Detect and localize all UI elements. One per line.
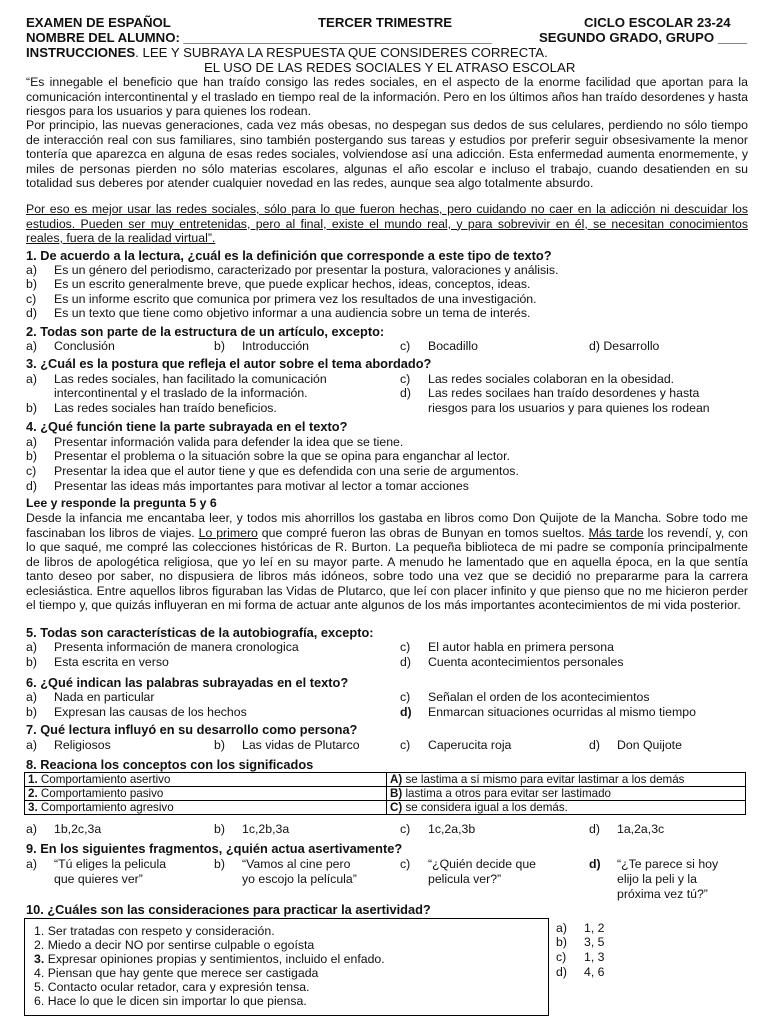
reading-2-part-3: los revendí, y, con lo que saqué, me compré las colecciones históricas de R. Burton. La pequeña biblioteca de mi padre se componía principalmente de libros de apologética religiosa, que yo leí en su mayor parte. A menudo he lamentado que en aquella época, en la que sentía tanto deseo por saber, no dispusiera de libros más idóneos, sobre todo una vez que se decidió no prepararme para la carrera eclesiástica. Entre aquellos libros figuraban las Vidas de Plutarco, que leí con placer infinito y que pienso que no me hicieron perder el tiempo y, que quizás influyeran en mi forma de actuar ante algunos de los más importantes acontecimientos de mi vida posterior.	[26, 525, 748, 612]
q6-option-b-text[interactable]: Expresan las causas de los hechos	[54, 705, 247, 719]
item-text: Miedo a decir NO por sentirse culpable o egoísta	[47, 938, 315, 952]
q4-option-c-letter[interactable]: c)	[26, 464, 37, 478]
item-number: 5.	[34, 980, 45, 994]
table-row	[25, 801, 746, 815]
q10-option-b-text[interactable]: 3, 5	[584, 935, 605, 949]
grade-group: SEGUNDO GRADO, GRUPO ____	[539, 30, 748, 45]
q6-option-b-letter[interactable]: b)	[26, 705, 37, 719]
q2-option-d[interactable]: d) Desarrollo	[589, 339, 660, 353]
q3-option-a-line2[interactable]: intercontinental y el traslado de la información.	[54, 386, 308, 400]
instructions-text: . LEE Y SUBRAYA LA RESPUESTA QUE CONSIDERES CORRECTA.	[135, 45, 548, 60]
q9-option-b-letter[interactable]: b)	[214, 857, 225, 871]
question-2-title: 2. Todas son parte de la estructura de un artículo, excepto:	[26, 324, 385, 339]
question-6-title: 6. ¿Qué indican las palabras subrayadas en el texto?	[26, 675, 349, 690]
q1-option-b[interactable]	[26, 277, 37, 292]
consideration-item	[34, 938, 314, 953]
question-8-title: 8. Reaciona los conceptos con los significados	[26, 757, 314, 772]
reading-2-title: Lee y responde la pregunta 5 y 6	[26, 496, 217, 510]
q1-option-d-text[interactable]: Es un texto que tiene como objetivo informar a una audiencia sobre un tema de interés.	[54, 306, 531, 320]
meaning-letter: A)	[390, 773, 403, 786]
reading-2-paragraph	[26, 511, 748, 613]
question-10-title: 10. ¿Cuáles son las consideraciones para practicar la asertividad?	[26, 902, 431, 917]
meaning-text: se lastima a sí mismo para evitar lastimar a los demás	[402, 773, 685, 786]
matching-table	[24, 772, 746, 815]
q8-option-c-text[interactable]: 1c,2a,3b	[428, 822, 476, 836]
meaning-cell	[387, 773, 746, 787]
q5-option-b-text[interactable]: Esta escrita en verso	[54, 655, 169, 669]
consideration-item	[34, 952, 385, 967]
q6-option-a-text[interactable]: Nada en particular	[54, 690, 155, 704]
q9-option-c-letter[interactable]: c)	[400, 857, 411, 871]
q10-option-d-text[interactable]: 4, 6	[584, 965, 605, 979]
q8-option-d-letter[interactable]: d)	[589, 822, 600, 836]
exam-title: EXAMEN DE ESPAÑOL	[26, 15, 171, 30]
q6-option-c-letter[interactable]: c)	[400, 690, 411, 704]
q7-option-b-letter[interactable]: b)	[214, 738, 225, 752]
q7-option-a-letter[interactable]: a)	[26, 738, 37, 752]
q4-option-d-text[interactable]: Presentar las ideas más importantes para motivar al lector a tomar acciones	[54, 479, 469, 493]
concept-text: Comportamiento pasivo	[37, 787, 164, 800]
concept-cell	[25, 801, 387, 815]
q9-option-a-letter[interactable]: a)	[26, 857, 37, 871]
q7-option-d-letter[interactable]: d)	[589, 738, 600, 752]
table-row	[25, 787, 746, 801]
q3-option-a-line1[interactable]: Las redes sociales, han facilitado la comunicación	[54, 372, 327, 386]
instructions-label: INSTRUCCIONES	[26, 45, 136, 60]
q5-option-c-text[interactable]: El autor habla en primera persona	[428, 640, 614, 654]
q4-option-a-text[interactable]: Presentar información valida para defender la idea que se tiene.	[54, 435, 404, 449]
q6-option-a-letter[interactable]: a)	[26, 690, 37, 704]
option-letter: d)	[26, 306, 37, 320]
reading-paragraph-2: Por principio, las nuevas generaciones, cada vez más obesas, no despegan sus dedos de sus celulares, perdiendo no sólo tiempo de interacción real con sus familiares, sino también postergando sus tareas y estudios por preferir seguir obsesivamente la menor tontería que aparezca en alguna de esas redes sociales, volviendose así una adicción. Esta enfermedad aumenta enormemente, y miles de personas pierden no sólo materias escolares, algunas el año escolar e incluso el trabajo, cuando desatienden en su totalidad sus deberes por atender cualquier novedad en las redes, aunque sea algo totalmente absurdo.	[26, 118, 748, 190]
item-number: 2.	[34, 938, 45, 952]
meaning-text: se considera igual a los demás.	[402, 801, 568, 814]
q6-option-c-text[interactable]: Señalan el orden de los acontecimientos	[428, 690, 650, 704]
item-number: 3.	[34, 952, 45, 966]
q4-option-b-text[interactable]: Presentar el problema o la situación sobre la que se opina para enganchar al lector.	[54, 449, 510, 463]
reading-paragraph-3-underlined: Por eso es mejor usar las redes sociales, sólo para lo que fueron hechas, pero cuidando no caer en la adicción ni descuidar los estudios. Pueden ser muy entretenidas, pero al final, existe el mundo real, y para sobrevivir en él, se necesitan conocimientos reales, fuera de la realidad virtual”.	[26, 202, 748, 245]
q9-option-a-line1[interactable]: “Tú eliges la pelicula	[54, 857, 167, 871]
question-7-title: 7. Qué lectura influyó en su desarrollo como persona?	[26, 722, 358, 737]
q10-option-c-text[interactable]: 1, 3	[584, 950, 605, 964]
concept-number: 1.	[28, 773, 38, 786]
underlined-phrase-mas-tarde: Más tarde	[588, 525, 644, 540]
q4-option-d-letter[interactable]: d)	[26, 479, 37, 493]
q5-option-d-text[interactable]: Cuenta acontecimientos personales	[428, 655, 624, 669]
q5-option-a-text[interactable]: Presenta información de manera cronologica	[54, 640, 299, 654]
q8-option-d-text[interactable]: 1a,2a,3c	[617, 822, 665, 836]
item-number: 6.	[34, 994, 45, 1008]
item-text: Contacto ocular retador, cara y expresión tensa.	[47, 980, 310, 994]
item-text: Hace lo que le dicen sin importar lo que piensa.	[47, 994, 307, 1008]
q6-option-d-text[interactable]: Enmarcan situaciones ocurridas al mismo tiempo	[428, 705, 696, 719]
meaning-letter: C)	[390, 801, 403, 814]
q3-option-a-letter[interactable]: a)	[26, 372, 37, 386]
meaning-cell	[387, 787, 746, 801]
q2-option-a-letter[interactable]: a)	[26, 339, 37, 353]
q8-option-c-letter[interactable]: c)	[400, 822, 411, 836]
question-9-title: 9. En los siguientes fragmentos, ¿quién actua asertivamente?	[26, 841, 403, 856]
q5-option-d-letter[interactable]: d)	[400, 655, 411, 669]
term-label: TERCER TRIMESTRE	[318, 15, 453, 30]
q7-option-a-text[interactable]: Religiosos	[54, 738, 111, 752]
instructions	[26, 45, 548, 61]
q9-option-b-line2[interactable]: yo escojo la película”	[242, 872, 357, 886]
concept-number: 3.	[28, 801, 38, 814]
q7-option-b-text[interactable]: Las vidas de Plutarco	[242, 738, 360, 752]
item-text: Piensan que hay gente que merece ser castigada	[47, 966, 319, 980]
q9-option-d-line2[interactable]: elijo la peli y la	[617, 872, 697, 886]
q3-option-d-letter[interactable]: d)	[400, 386, 411, 400]
question-3-title: 3. ¿Cuál es la postura que refleja el autor sobre el tema abordado?	[26, 356, 432, 371]
q3-option-c-text[interactable]: Las redes sociales colaboran en la obesidad.	[428, 372, 675, 386]
table-row	[25, 773, 746, 787]
option-letter: a)	[26, 263, 37, 277]
item-number: 1.	[34, 924, 45, 938]
item-text: Ser tratadas con respeto y consideración.	[47, 924, 275, 938]
school-cycle: CICLO ESCOLAR 23-24	[584, 15, 731, 30]
q10-option-d-letter[interactable]: d)	[556, 965, 567, 979]
q3-option-b-text[interactable]: Las redes sociales han traído beneficios.	[54, 401, 277, 415]
consideration-item	[34, 924, 275, 939]
q2-option-c-letter[interactable]: c)	[400, 339, 411, 353]
reading-2-part-1: Desde la infancia me encantaba leer, y todos mis ahorrillos los gastaba en libros como Don Quijote de la Mancha. Sobre todo me fascinaban los libros de viajes.	[26, 511, 748, 540]
q9-option-d-line1[interactable]: “¿Te parece si hoy	[617, 857, 719, 871]
q1-option-d[interactable]	[26, 306, 37, 321]
concept-text: Comportamiento agresivo	[37, 801, 174, 814]
consideration-item	[34, 980, 309, 995]
item-number: 4.	[34, 966, 45, 980]
q5-option-b-letter[interactable]: b)	[26, 655, 37, 669]
reading-2-part-2: que compré fueron las obras de Bunyan en tomos sueltos.	[257, 525, 589, 540]
meaning-text: lastima a otros para evitar ser lastimado	[402, 787, 612, 800]
q2-option-b-text[interactable]: Introducción	[242, 339, 309, 353]
meaning-letter: B)	[390, 787, 403, 800]
consideration-item	[34, 994, 307, 1009]
q9-option-d-letter[interactable]: d)	[589, 857, 601, 871]
concept-cell	[25, 787, 387, 801]
q2-option-c-text[interactable]: Bocadillo	[428, 339, 478, 353]
q1-option-b-text[interactable]: Es un escrito generalmente breve, que puede explicar hechos, ideas, conceptos, ideas.	[54, 277, 531, 291]
q7-option-d-text[interactable]: Don Quijote	[617, 738, 682, 752]
q3-option-d-line1[interactable]: Las redes socilaes han traído desordenes y hasta	[428, 386, 700, 400]
q10-option-a-letter[interactable]: a)	[556, 921, 567, 935]
item-text: Expresar opiniones propias y sentimientos, incluido el enfado.	[47, 952, 385, 966]
student-name-field: NOMBRE DEL ALUMNO: __________________________________________	[26, 30, 492, 45]
q1-option-c[interactable]	[26, 292, 36, 307]
q7-option-c-letter[interactable]: c)	[400, 738, 411, 752]
q10-option-c-letter[interactable]: c)	[556, 950, 567, 964]
q9-option-c-line1[interactable]: “¿Quién decide que	[428, 857, 537, 871]
concept-text: Comportamiento asertivo	[37, 773, 171, 786]
q6-option-d-letter[interactable]: d)	[400, 705, 412, 719]
q9-option-b-line1[interactable]: “Vamos al cine pero	[242, 857, 351, 871]
concept-number: 2.	[28, 787, 38, 800]
q1-option-a[interactable]	[26, 263, 37, 278]
q3-option-b-letter[interactable]: b)	[26, 401, 37, 415]
option-letter: c)	[26, 292, 37, 306]
q8-option-b-letter[interactable]: b)	[214, 822, 225, 836]
q3-option-c-letter[interactable]: c)	[400, 372, 411, 386]
reading-title: EL USO DE LAS REDES SOCIALES Y EL ATRASO ESCOLAR	[204, 60, 576, 75]
underlined-phrase-lo-primero: Lo primero	[198, 525, 258, 540]
question-1-title: 1. De acuerdo a la lectura, ¿cuál es la definición que corresponde a este tipo de texto?	[26, 248, 552, 263]
question-4-title: 4. ¿Qué función tiene la parte subrayada en el texto?	[26, 419, 348, 434]
q1-option-a-text[interactable]: Es un género del periodismo, caracterizado por presentar la postura, valoraciones y análisis.	[54, 263, 559, 277]
option-letter: b)	[26, 277, 37, 291]
meaning-cell	[387, 801, 746, 815]
q1-option-c-text[interactable]: Es un informe escrito que comunica por primera vez los resultados de una investigación.	[54, 292, 537, 306]
q7-option-c-text[interactable]: Caperucita roja	[428, 738, 512, 752]
q8-option-b-text[interactable]: 1c,2b,3a	[242, 822, 290, 836]
q2-option-a-text[interactable]: Conclusión	[54, 339, 115, 353]
q9-option-d-line3[interactable]: próxima vez tú?”	[617, 887, 708, 901]
q4-option-a-letter[interactable]: a)	[26, 435, 37, 449]
q4-option-b-letter[interactable]: b)	[26, 449, 37, 463]
q8-option-a-letter[interactable]: a)	[26, 822, 37, 836]
question-5-title: 5. Todas son características de la autobiografía, excepto:	[26, 625, 374, 640]
q4-option-c-text[interactable]: Presentar la idea que el autor tiene y que es defendida con una serie de argumentos.	[54, 464, 519, 478]
q10-option-a-text[interactable]: 1, 2	[584, 921, 605, 935]
consideration-item	[34, 966, 318, 981]
q9-option-c-line2[interactable]: pelicula ver?”	[428, 872, 502, 886]
q9-option-a-line2[interactable]: que quieres ver”	[54, 872, 143, 886]
q2-option-b-letter[interactable]: b)	[214, 339, 225, 353]
reading-paragraph-1: “Es innegable el beneficio que han traído consigo las redes sociales, en el aspecto de la enorme facilidad que aportan para la comunicación intercontinental y el traslado en tiempo real de la información. Pero en los últimos años han traído desordenes y hasta riesgos para los usuarios y para quienes los rodean.	[26, 75, 748, 118]
q3-option-d-line2[interactable]: riesgos para los usuarios y para quienes los rodean	[428, 401, 710, 415]
q8-option-a-text[interactable]: 1b,2c,3a	[54, 822, 102, 836]
q5-option-a-letter[interactable]: a)	[26, 640, 37, 654]
concept-cell	[25, 773, 387, 787]
q5-option-c-letter[interactable]: c)	[400, 640, 411, 654]
q10-option-b-letter[interactable]: b)	[556, 935, 567, 949]
